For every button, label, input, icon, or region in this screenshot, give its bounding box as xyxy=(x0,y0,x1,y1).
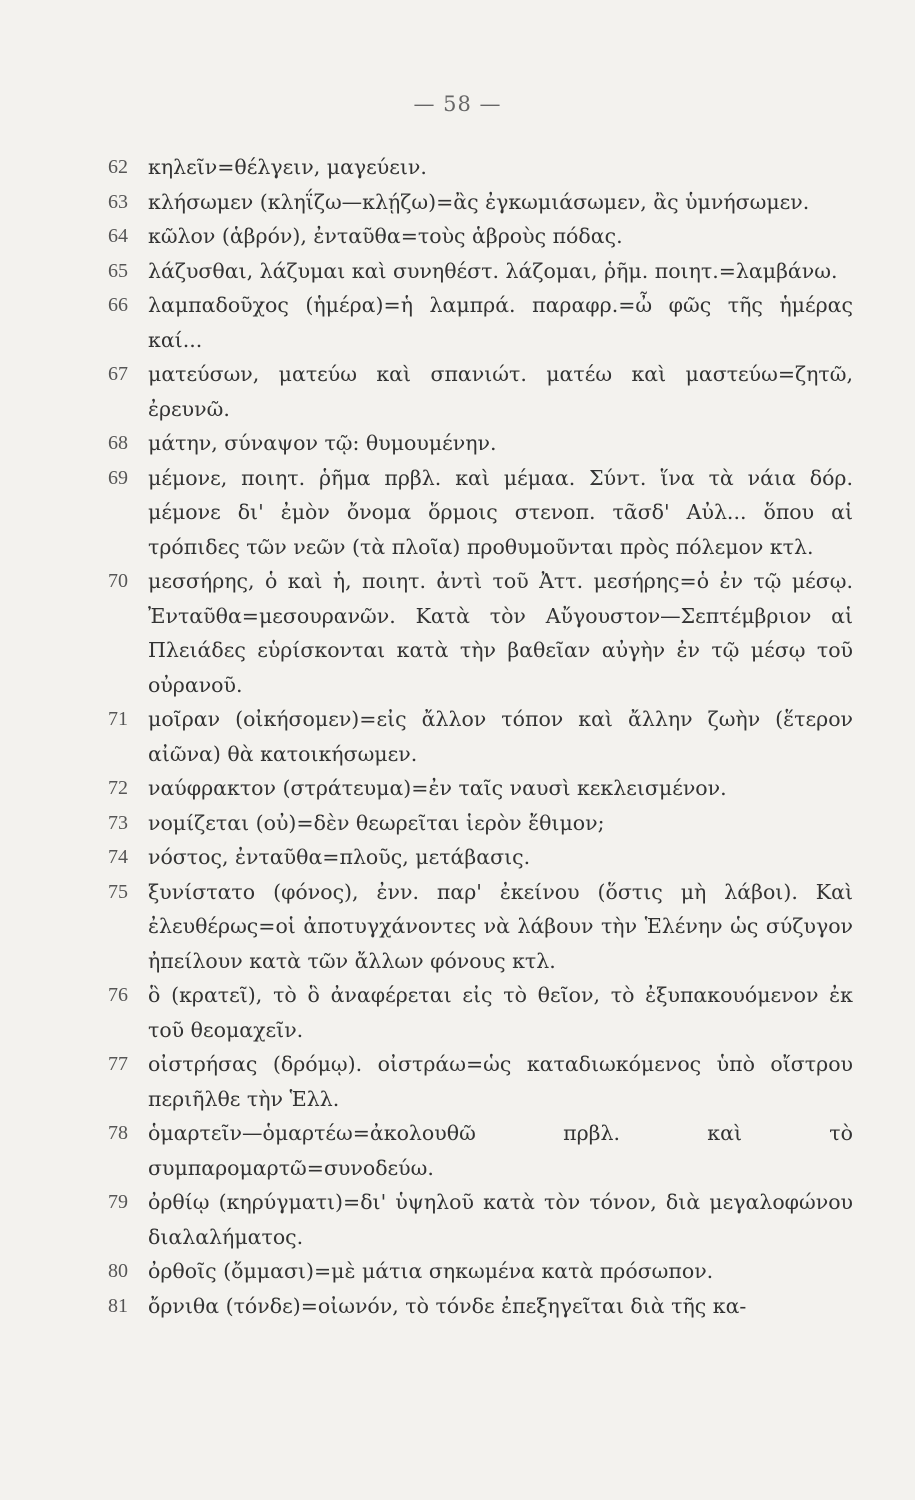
note-71 xyxy=(108,702,853,771)
note-80 xyxy=(108,1254,853,1289)
note-74 xyxy=(108,840,853,875)
note-65 xyxy=(108,254,853,289)
note-63 xyxy=(108,185,853,220)
note-81 xyxy=(108,1289,853,1324)
note-text: ὄρνιθα (τόνδε)=οἰωνόν, τὸ τόνδε ἐπεξηγεῖται διὰ τῆς κα- xyxy=(148,1293,747,1318)
note-text: μεσσήρης, ὁ καὶ ἡ, ποιητ. ἀντὶ τοῦ Ἀττ. μεσήρης=ὁ ἐν τῷ μέσῳ. Ἐνταῦθα=μεσουρανῶν. Κατὰ τὸν Αὔγουστον—Σεπτέμβριον αἱ Πλειάδες εὑρίσκονται κατὰ τὴν βαθεῖαν αὐγὴν ἐν τῷ μέσῳ τοῦ οὐρανοῦ. xyxy=(148,569,853,697)
note-text: νόστος, ἐνταῦθα=πλοῦς, μετάβασις. xyxy=(148,845,531,869)
page-number: — 58 — xyxy=(413,92,502,116)
note-text: μοῖραν (οἰκήσομεν)=εἰς ἄλλον τόπον καὶ ἄλλην ζωὴν (ἕτερον αἰῶνα) θὰ κατοικήσωμεν. xyxy=(148,707,853,766)
note-76 xyxy=(108,978,853,1047)
note-text: νομίζεται (οὐ)=δὲν θεωρεῖται ἱερὸν ἔθιμον; xyxy=(148,810,605,835)
note-number: 75 xyxy=(108,880,128,903)
note-number: 74 xyxy=(108,846,128,868)
note-text: μέμονε, ποιητ. ῥῆμα πρβλ. καὶ μέμαα. Σύντ. ἵνα τὰ νάια δόρ. μέμονε δι' ἐμὸν ὄνομα ὅρμοις στενοπ. τᾶσδ' Αὐλ... ὅπου αἱ τρόπιδες τῶν νεῶν (τὰ πλοῖα) προθυμοῦνται πρὸς πόλεμον κτλ. xyxy=(148,465,853,559)
note-number: 65 xyxy=(108,259,128,282)
note-text: ματεύσων, ματεύω καὶ σπανιώτ. ματέω καὶ μαστεύω=ζητῶ, ἐρευνῶ. xyxy=(148,362,853,421)
note-number: 62 xyxy=(108,156,128,178)
note-number: 78 xyxy=(108,1122,128,1144)
note-text: κῶλον (ἁβρόν), ἐνταῦθα=τοὺς ἁβροὺς πόδας. xyxy=(148,224,623,248)
note-67 xyxy=(108,357,853,426)
note-number: 64 xyxy=(108,225,128,247)
note-78 xyxy=(108,1116,853,1185)
note-text: ὁμαρτεῖν—ὁμαρτέω=ἀκολουθῶ πρβλ. καὶ τὸ συμπαρομαρτῶ=συνοδεύω. xyxy=(148,1121,853,1180)
note-text: ξυνίστατο (φόνος), ἐνν. παρ' ἐκείνου (ὅστις μὴ λάβοι). Καὶ ἐλευθέρως=οἱ ἀποτυγχάνοντες νὰ λάβουν τὴν Ἑλένην ὡς σύζυγον ἠπείλουν κατὰ τῶν ἄλλων φόνους κτλ. xyxy=(148,879,853,973)
note-number: 63 xyxy=(108,190,128,213)
note-79 xyxy=(108,1185,853,1254)
note-69 xyxy=(108,461,853,565)
note-text: κλήσωμεν (κληΐζω—κλῄζω)=ἂς ἐγκωμιάσωμεν, ἂς ὑμνήσωμεν. xyxy=(148,189,810,214)
note-number: 73 xyxy=(108,811,128,834)
note-text: ὃ (κρατεῖ), τὸ ὃ ἀναφέρεται εἰς τὸ θεῖον, τὸ ἐξυπακουόμενον ἐκ τοῦ θεομαχεῖν. xyxy=(148,983,853,1042)
note-number: 67 xyxy=(108,363,128,385)
note-64 xyxy=(108,219,853,254)
note-68 xyxy=(108,426,853,461)
note-number: 69 xyxy=(108,466,128,489)
note-number: 76 xyxy=(108,984,128,1006)
note-number: 66 xyxy=(108,294,128,316)
note-72 xyxy=(108,771,853,806)
note-75 xyxy=(108,875,853,979)
note-text: οἰστρήσας (δρόμῳ). οἰστράω=ὡς καταδιωκόμενος ὑπὸ οἴστρου περιῆλθε τὴν Ἑλλ. xyxy=(148,1052,853,1111)
note-number: 80 xyxy=(108,1260,128,1282)
note-number: 71 xyxy=(108,708,128,730)
note-number: 68 xyxy=(108,432,128,454)
notes-list xyxy=(108,150,853,1323)
note-number: 70 xyxy=(108,570,128,592)
note-text: λάζυσθαι, λάζυμαι καὶ συνηθέστ. λάζομαι, ῥῆμ. ποιητ.=λαμβάνω. xyxy=(148,258,838,283)
note-number: 72 xyxy=(108,777,128,799)
note-text: ὀρθοῖς (ὄμμασι)=μὲ μάτια σηκωμένα κατὰ πρόσωπον. xyxy=(148,1259,714,1283)
note-text: λαμπαδοῦχος (ἡμέρα)=ἡ λαμπρά. παραφρ.=ὦ φῶς τῆς ἡμέρας καί... xyxy=(148,293,853,352)
note-66 xyxy=(108,288,853,357)
note-number: 79 xyxy=(108,1191,128,1213)
note-text: κηλεῖν=θέλγειν, μαγεύειν. xyxy=(148,155,427,179)
note-text: ναύφρακτον (στράτευμα)=ἐν ταῖς ναυσὶ κεκλεισμένον. xyxy=(148,776,727,800)
note-70 xyxy=(108,564,853,702)
note-73 xyxy=(108,806,853,841)
note-text: μάτην, σύναψον τῷ: θυμουμένην. xyxy=(148,431,497,455)
note-number: 81 xyxy=(108,1294,128,1317)
note-text: ὀρθίῳ (κηρύγματι)=δι' ὑψηλοῦ κατὰ τὸν τόνον, διὰ μεγαλοφώνου διαλαλήματος. xyxy=(148,1190,853,1249)
note-number: 77 xyxy=(108,1053,128,1075)
note-77 xyxy=(108,1047,853,1116)
note-62 xyxy=(108,150,853,185)
